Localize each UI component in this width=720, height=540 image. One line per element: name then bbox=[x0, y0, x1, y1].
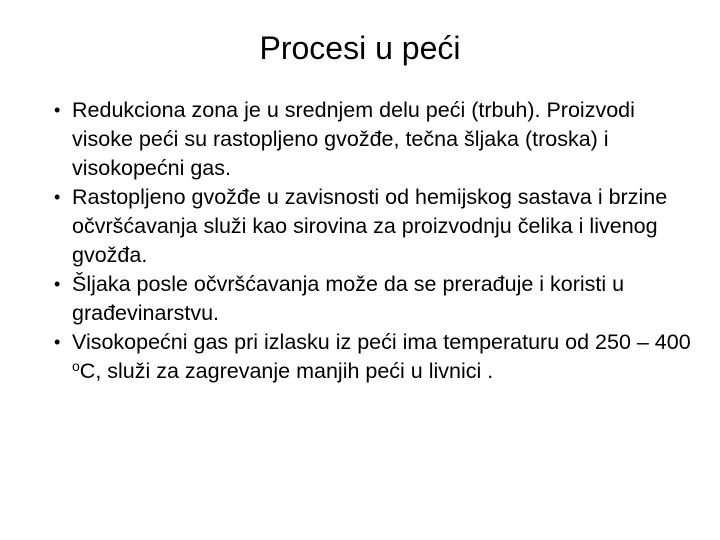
slide-title: Procesi u peći bbox=[259, 30, 461, 66]
bullet-text: Redukciona zona je u srednjem delu peći (trbuh). Proizvodi visoke peći su rastopljeno gvožđe, tečna šljaka (troska) i visokopećni gas. bbox=[72, 98, 635, 180]
bullet-text-part: Visokopećni gas pri izlasku iz peći ima temperaturu od 250 – 400 bbox=[72, 330, 691, 354]
bullet-list bbox=[50, 96, 700, 386]
bullet-item-2 bbox=[50, 183, 700, 270]
bullet-item-3 bbox=[50, 270, 700, 328]
bullet-text: Rastopljeno gvožđe u zavisnosti od hemijskog sastava i brzine očvršćavanja služi kao sirovina za proizvodnju čelika i livenog gvožđa. bbox=[72, 185, 668, 267]
bullet-item-1 bbox=[50, 96, 700, 183]
bullet-dot-icon: • bbox=[54, 332, 61, 352]
bullet-dot-icon: • bbox=[54, 100, 61, 120]
bullet-text: Šljaka posle očvršćavanja može da se prerađuje i koristi u građevinarstvu. bbox=[72, 272, 625, 325]
bullet-text bbox=[72, 330, 691, 383]
bullet-dot-icon: • bbox=[54, 274, 61, 294]
degree-superscript: o bbox=[72, 358, 80, 374]
bullet-text-part: C, služi za zagrevanje manjih peći u livnici . bbox=[79, 359, 494, 383]
bullet-dot-icon: • bbox=[54, 187, 61, 207]
bullet-item-4 bbox=[50, 328, 700, 386]
